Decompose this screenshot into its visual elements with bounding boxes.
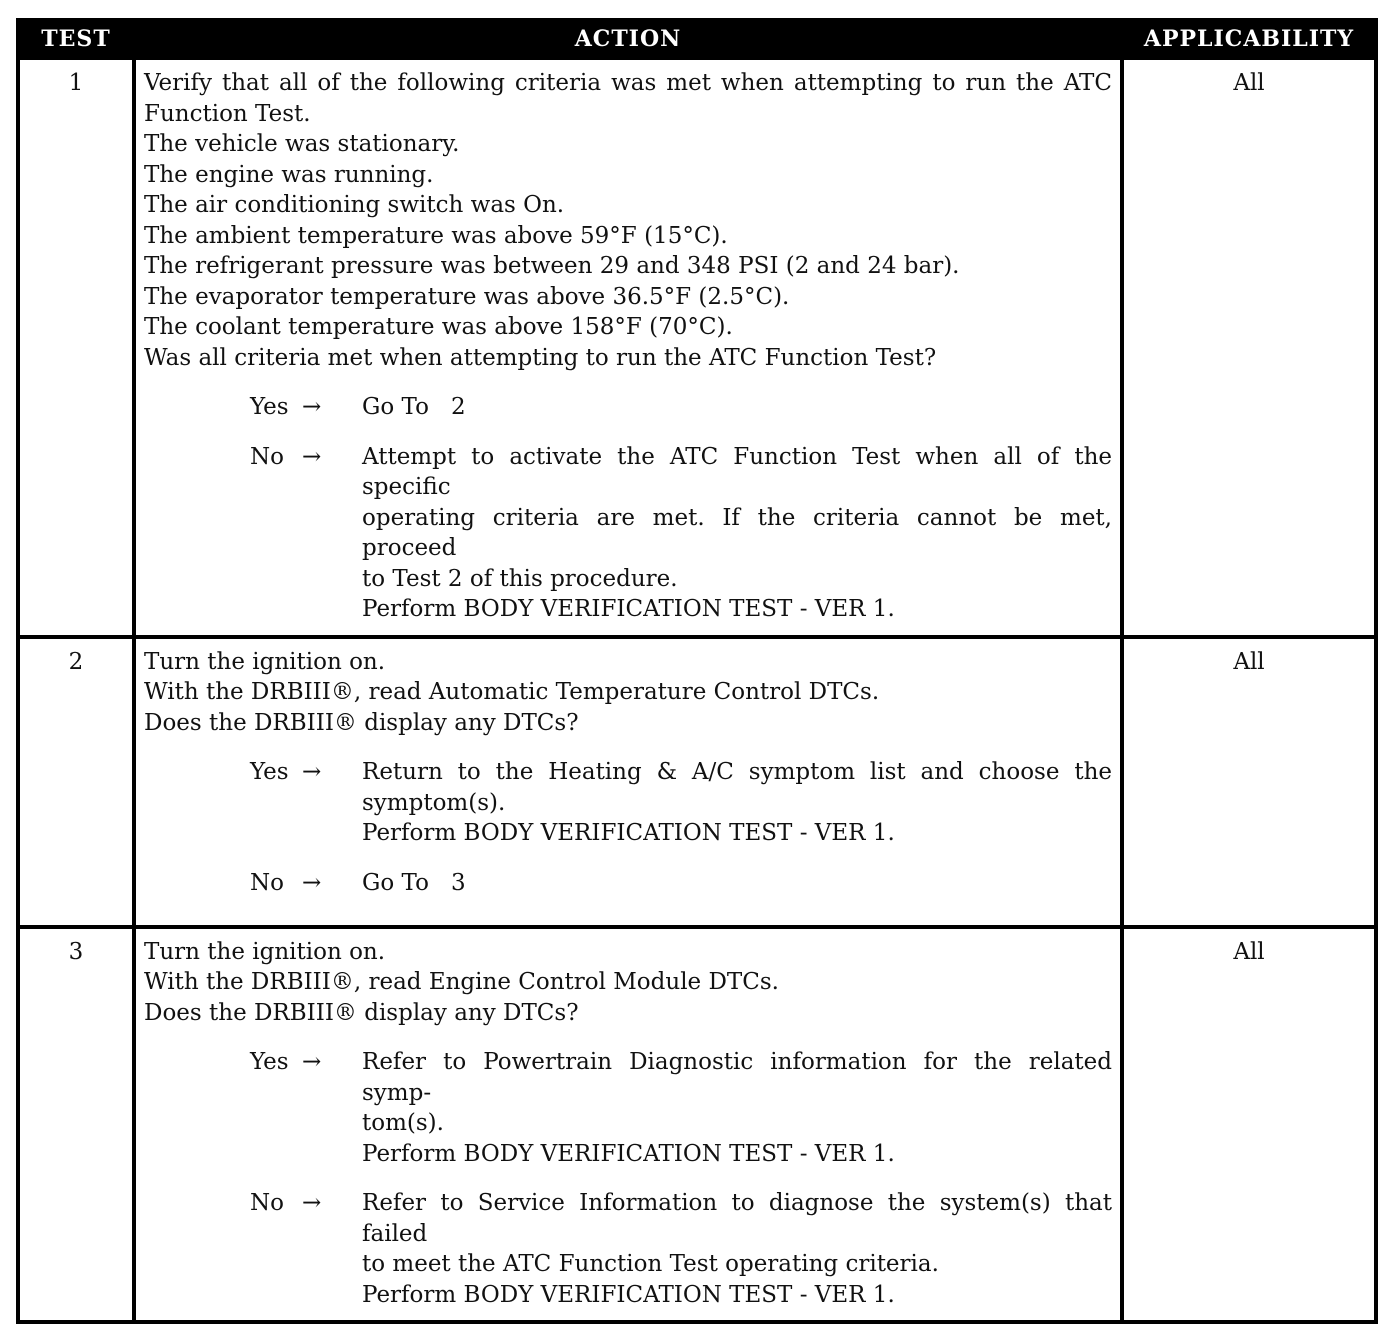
arrow-icon: → [302, 443, 322, 470]
result-line: Perform BODY VERIFICATION TEST - VER 1. [362, 820, 895, 846]
goto-number: 2 [450, 394, 466, 420]
header-test: TEST [18, 20, 134, 58]
result-line: Return to the Heating & A/C symptom list and choose the [362, 759, 1112, 785]
no-result [362, 868, 1112, 899]
action-line: The refrigerant pressure was between 29 and 348 PSI (2 and 24 bar). [144, 253, 960, 279]
yes-label: Yes [250, 759, 289, 785]
goto-text: Go To [362, 869, 429, 896]
action-line: Does the DRBIII® display any DTCs? [144, 709, 579, 736]
result-line: Refer to Powertrain Diagnostic information for the related symp- [362, 1049, 1112, 1106]
yes-label: Yes [250, 1049, 289, 1075]
action-line: Verify that all of the following criteria was met when attempting to run the ATC [144, 70, 1112, 96]
no-branch [250, 1188, 1112, 1310]
test-row-1 [18, 58, 1376, 637]
yes-label: Yes [250, 394, 289, 420]
yes-result [362, 1047, 1112, 1169]
test-row-3 [18, 927, 1376, 1323]
action-line: With the DRBIII®, read Automatic Temperature Control DTCs. [144, 679, 880, 705]
applicability: All [1122, 927, 1376, 1323]
test-number: 3 [18, 927, 134, 1323]
result-line: Perform BODY VERIFICATION TEST - VER 1. [362, 596, 895, 622]
action-line: Turn the ignition on. [144, 648, 386, 675]
action-line: The ambient temperature was above 59°F (15°C). [144, 222, 728, 249]
no-result [362, 442, 1112, 625]
action-cell [134, 927, 1122, 1323]
action-line: The air conditioning switch was On. [144, 192, 565, 218]
result-line: Perform BODY VERIFICATION TEST - VER 1. [362, 1281, 895, 1308]
no-branch [250, 442, 1112, 625]
result-line: to meet the ATC Function Test operating criteria. [362, 1251, 939, 1277]
applicability: All [1122, 637, 1376, 927]
applicability: All [1122, 58, 1376, 637]
action-cell [134, 637, 1122, 927]
yes-branch [250, 392, 1112, 423]
arrow-icon: → [302, 869, 322, 896]
goto-text: Go To [362, 394, 429, 420]
arrow-icon: → [302, 759, 322, 785]
no-label: No [250, 443, 284, 470]
action-line: The evaporator temperature was above 36.5°F (2.5°C). [144, 283, 790, 310]
action-line: The vehicle was stationary. [144, 131, 460, 157]
result-line: Refer to Service Information to diagnose the system(s) that failed [362, 1190, 1112, 1247]
action-cell [134, 58, 1122, 637]
result-line: Perform BODY VERIFICATION TEST - VER 1. [362, 1140, 895, 1167]
action-line: Turn the ignition on. [144, 938, 386, 965]
action-line: With the DRBIII®, read Engine Control Module DTCs. [144, 969, 779, 995]
action-line: The engine was running. [144, 161, 434, 188]
result-line: tom(s). [362, 1110, 444, 1136]
action-line: Does the DRBIII® display any DTCs? [144, 999, 579, 1026]
header-row [18, 20, 1376, 58]
action-line: Function Test. [144, 100, 311, 127]
action-line: The coolant temperature was above 158°F (70°C). [144, 314, 733, 340]
action-line: Was all criteria met when attempting to run the ATC Function Test? [144, 344, 937, 371]
header-applicability: APPLICABILITY [1122, 20, 1376, 58]
no-label: No [250, 1190, 284, 1216]
yes-result [362, 757, 1112, 849]
header-action: ACTION [134, 20, 1122, 58]
arrow-icon: → [302, 1190, 322, 1216]
result-line: Attempt to activate the ATC Function Test when all of the specific [362, 443, 1112, 500]
yes-result [362, 392, 1112, 423]
arrow-icon: → [302, 394, 322, 420]
no-branch [250, 868, 1112, 899]
result-line: to Test 2 of this procedure. [362, 565, 678, 592]
yes-branch [250, 1047, 1112, 1169]
test-row-2 [18, 637, 1376, 927]
goto-number: 3 [450, 869, 466, 896]
yes-branch [250, 757, 1112, 849]
no-label: No [250, 869, 284, 896]
no-result [362, 1188, 1112, 1310]
test-number: 1 [18, 58, 134, 637]
result-line: symptom(s). [362, 789, 506, 816]
result-line: operating criteria are met. If the criteria cannot be met, proceed [362, 504, 1112, 561]
diagnostic-table [16, 18, 1378, 1324]
arrow-icon: → [302, 1049, 322, 1075]
test-number: 2 [18, 637, 134, 927]
